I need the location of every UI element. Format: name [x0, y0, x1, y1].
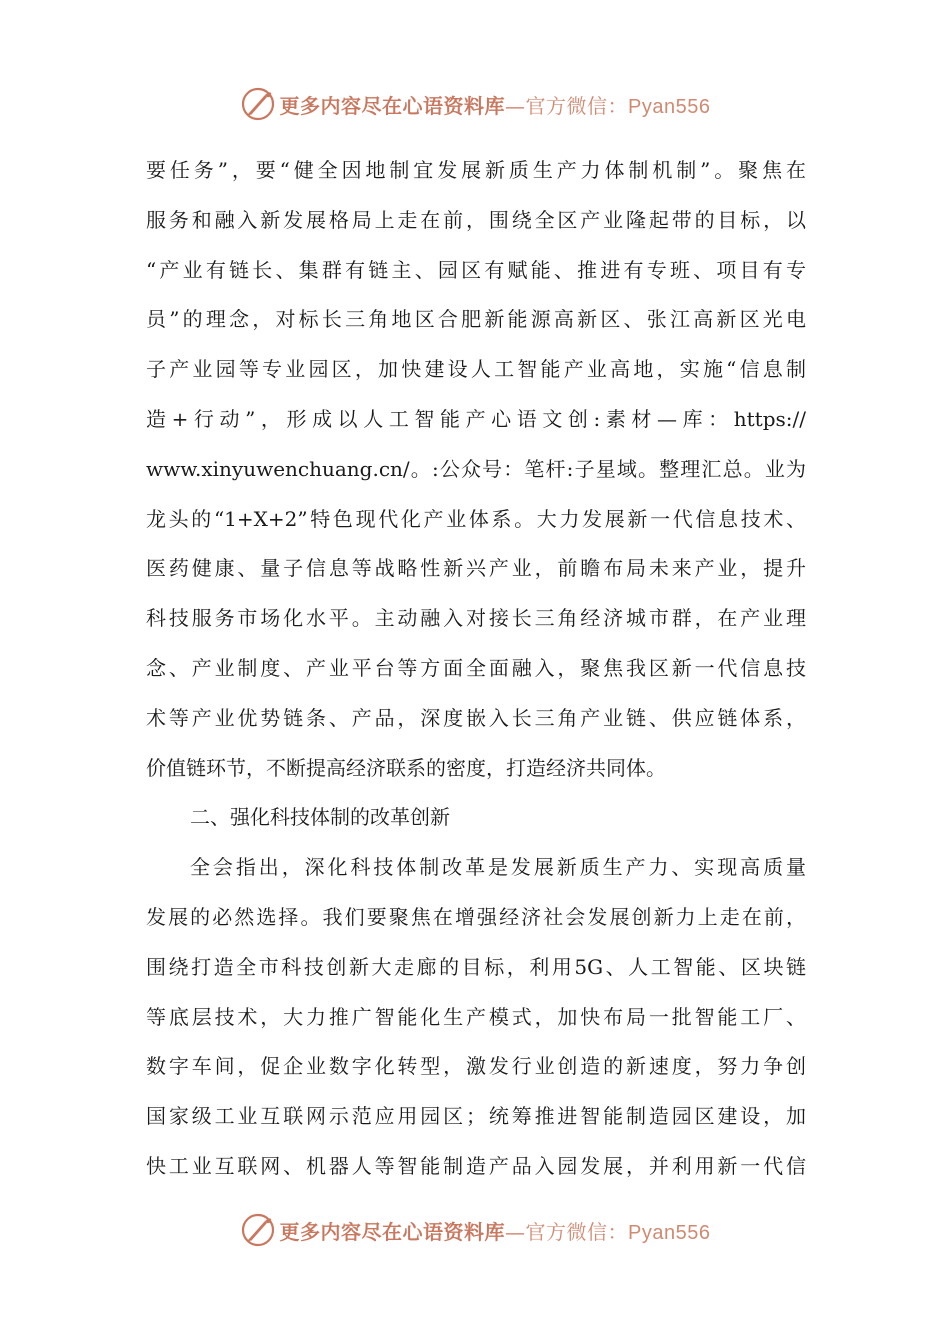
header-banner [0, 84, 950, 124]
footer-banner-main: 更多内容尽在心语资料库 [279, 1219, 506, 1244]
text-line: 念、产业制度、产业平台等方面全面融入，聚焦我区新一代信息技 [146, 655, 806, 680]
text-line: 服务和融入新发展格局上走在前，围绕全区产业隆起带的目标，以 [146, 207, 806, 232]
document-body [146, 146, 806, 1192]
text-line: 全会指出，深化科技体制改革是发展新质生产力、实现高质量 [190, 855, 806, 880]
text-line: 要任务”，要“健全因地制宜发展新质生产力体制机制”。聚焦在 [146, 158, 806, 182]
text-line: 造+行动”，形成以人工智能产心语文创:素材—库：https:// [146, 406, 806, 431]
header-banner-wechat: 官方微信：Pyan556 [525, 95, 711, 118]
footer-banner-sep: — [505, 1219, 526, 1244]
text-line: “产业有链长、集群有链主、园区有赋能、推进有专班、项目有专 [146, 257, 806, 282]
header-banner-text [280, 90, 711, 119]
text-line: 数字车间，促企业数字化转型，激发行业创造的新速度，努力争创 [146, 1054, 806, 1079]
text-line: 快工业互联网、机器人等智能制造产品入园发展，并利用新一代信 [146, 1153, 806, 1178]
text-line: 科技服务市场化水平。主动融入对接长三角经济城市群，在产业理 [146, 606, 806, 631]
footer-banner [0, 1210, 950, 1250]
text-line: 术等产业优势链条、产品，深度嵌入长三角产业链、供应链体系， [146, 705, 806, 730]
text-line: 龙头的“1+X+2”特色现代化产业体系。大力发展新一代信息技术、 [146, 506, 806, 531]
text-line: www.xinyuwenchuang.cn/。:公众号：笔杆:子星域。整理汇总。业为 [146, 456, 806, 481]
header-banner-main: 更多内容尽在心语资料库 [279, 93, 506, 118]
text-line: 子产业园等专业园区，加快建设人工智能产业高地，实施“信息制 [146, 357, 806, 382]
section-heading: 二、强化科技体制的改革创新 [190, 805, 450, 830]
text-line: 等底层技术，大力推广智能化生产模式，加快布局一批智能工厂、 [146, 1004, 806, 1029]
text-line: 国家级工业互联网示范应用园区；统筹推进智能制造园区建设，加 [146, 1104, 806, 1129]
quill-pen-logo-icon [240, 1212, 276, 1248]
header-banner-sep: — [505, 93, 526, 118]
text-line: 价值链环节，不断提高经济联系的密度，打造经济共同体。 [146, 755, 666, 780]
text-line: 围绕打造全市科技创新大走廊的目标，利用5G、人工智能、区块链 [146, 954, 806, 979]
footer-banner-wechat: 官方微信：Pyan556 [525, 1221, 711, 1244]
text-line: 发展的必然选择。我们要聚焦在增强经济社会发展创新力上走在前， [146, 904, 806, 929]
footer-banner-text [280, 1216, 711, 1245]
text-line: 员”的理念，对标长三角地区合肥新能源高新区、张江高新区光电 [146, 307, 806, 332]
text-line: 医药健康、量子信息等战略性新兴产业，前瞻布局未来产业，提升 [146, 556, 806, 581]
quill-pen-logo-icon [240, 86, 276, 122]
